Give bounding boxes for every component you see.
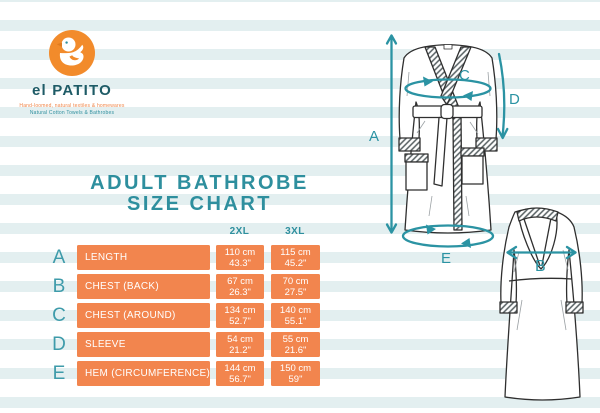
value-cm: 134 cm: [224, 304, 256, 316]
row-label: LENGTH: [77, 245, 210, 270]
cell-3xl: [271, 332, 320, 357]
value-inch: 59": [288, 373, 303, 385]
measure-label-c: C: [459, 67, 470, 84]
value-inch: 43.3": [229, 257, 251, 269]
row-label: CHEST (AROUND): [77, 303, 210, 328]
measure-arrow-d: [498, 54, 507, 138]
value-inch: 27.5": [284, 286, 307, 298]
value-inch: 21.2": [229, 344, 251, 356]
column-header-3xl: 3XL: [285, 226, 305, 237]
measure-label-d: D: [509, 91, 520, 108]
row-label: SLEEVE: [77, 332, 210, 357]
front-robe-illustration: [399, 45, 497, 234]
cell-2xl: [216, 245, 264, 270]
value-cm: 144 cm: [224, 362, 256, 374]
cell-3xl: [271, 303, 320, 328]
value-inch: 26.3": [229, 286, 251, 298]
value-cm: 55 cm: [282, 333, 309, 345]
cell-2xl: [216, 274, 264, 299]
value-inch: 56.7": [229, 373, 251, 385]
column-header-2xl: 2XL: [229, 226, 250, 237]
value-cm: 115 cm: [280, 246, 311, 258]
back-robe-illustration: [500, 208, 583, 400]
page-title: [72, 173, 327, 215]
value-inch: 21.6": [284, 344, 307, 356]
title-line-1: ADULT BATHROBE: [90, 172, 309, 194]
value-cm: 110 cm: [224, 246, 256, 258]
duck-icon: [49, 30, 95, 76]
measure-label-a: A: [369, 128, 380, 145]
row-label: HEM (CIRCUMFERENCE): [77, 361, 210, 386]
brand-tagline-secondary: Natural Cotton Towels & Bathrobes: [29, 110, 115, 116]
brand-logo: [6, 30, 138, 116]
bathrobe-diagrams: [352, 10, 600, 413]
brand-name: el PATITO: [32, 82, 112, 99]
value-cm: 67 cm: [227, 275, 253, 287]
cell-2xl: [216, 332, 264, 357]
value-inch: 55.1": [284, 315, 307, 327]
cell-3xl: [271, 245, 320, 270]
brand-tagline-primary: Hand-loomed, natural textiles & homewares: [19, 103, 125, 109]
value-cm: 70 cm: [282, 275, 309, 287]
row-marker: D: [52, 334, 66, 355]
cell-2xl: [216, 361, 264, 386]
cell-3xl: [271, 361, 320, 386]
title-line-2: SIZE CHART: [127, 193, 272, 215]
cell-3xl: [271, 274, 320, 299]
value-inch: 52.7": [229, 315, 251, 327]
cell-2xl: [216, 303, 264, 328]
row-marker: E: [52, 363, 66, 384]
row-marker: B: [52, 276, 66, 297]
measure-label-b: B: [535, 258, 546, 275]
value-cm: 140 cm: [279, 304, 312, 316]
value-cm: 150 cm: [279, 362, 312, 374]
measure-label-e: E: [441, 250, 452, 267]
value-inch: 45.2": [284, 257, 307, 269]
row-marker: C: [52, 305, 66, 326]
measure-arrow-a: [387, 36, 396, 233]
row-label: CHEST (BACK): [77, 274, 210, 299]
row-marker: A: [52, 247, 66, 268]
value-cm: 54 cm: [227, 333, 253, 345]
